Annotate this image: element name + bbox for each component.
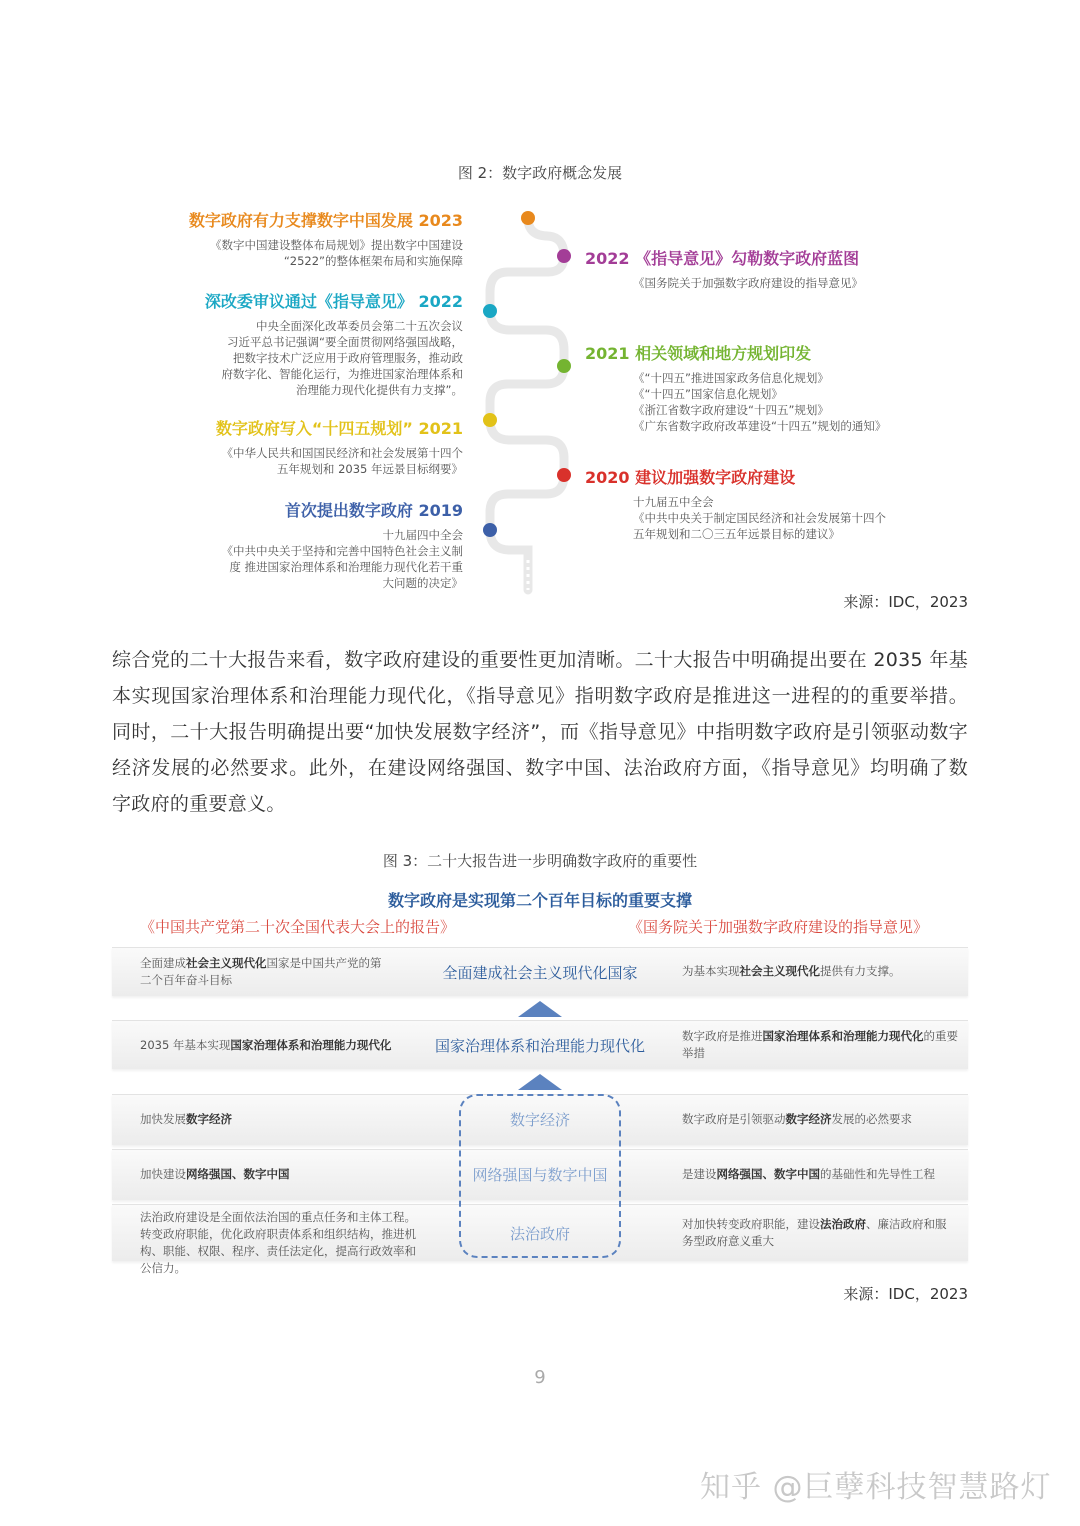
timeline-item-2022-guide [585, 246, 965, 291]
dashed-highlight-box [459, 1094, 621, 1258]
timeline-desc: 十九届五中全会 《中共中央关于制定国民经济和社会发展第十四个 五年规划和二〇三五年远景目标的建议》 [633, 495, 886, 541]
band-right-text: 数字政府是引领驱动数字经济发展的必然要求 [682, 1112, 912, 1126]
timeline-desc: 《国务院关于加强数字政府建设的指导意见》 [633, 276, 863, 290]
timeline-dot-2021-plans [557, 359, 571, 373]
band-right-text: 数字政府是推进国家治理体系和治理能力现代化的重要举措 [682, 1029, 958, 1060]
figure3-right-doc: 《国务院关于加强数字政府建设的指导意见》 [628, 918, 929, 936]
figure3-left-doc: 《中国共产党第二十次全国代表大会上的报告》 [140, 918, 456, 936]
up-arrow-icon [518, 1074, 562, 1090]
timeline-desc: 《数字中国建设整体布局规划》提出数字中国建设 “2522”的整体框架布局和实施保障 [210, 238, 463, 268]
band-socialist-modernization [112, 947, 968, 996]
timeline-desc: 中央全面深化改革委员会第二十五次会议 习近平总书记强调“要全面贯彻网络强国战略， 把数字技术广泛应用于政府管理服务，推动政 府数字化、智能化运行，为推进国家治理体系和 治理能力现代化提供有力支撑”。 [221, 319, 463, 397]
body-paragraph: 综合党的二十大报告来看，数字政府建设的重要性更加清晰。二十大报告中明确提出要在 2035 年基本实现国家治理体系和治理能力现代化，《指导意见》指明数字政府是推进这一进程的的重要举措。同时，二十大报告明确提出要“加快发展数字经济”，而《指导意见》中指明数字政府是引领驱动数字经济发展的必然要求。此外，在建设网络强国、数字中国、法治政府方面，《指导意见》均明确了数字政府的重要意义。 [112, 649, 968, 815]
timeline-title: 2022 《指导意见》勾勒数字政府蓝图 [585, 249, 860, 268]
figure2-source: 来源：IDC，2023 [843, 593, 968, 611]
band-center-label: 法治政府 [509, 1225, 570, 1243]
band-center-label: 全面建成社会主义现代化国家 [442, 964, 638, 982]
figure3-caption: 图 3：二十大报告进一步明确数字政府的重要性 [382, 852, 698, 870]
timeline-item-2019 [103, 498, 463, 591]
timeline-item-2020 [585, 465, 965, 542]
timeline-dot-2023 [521, 211, 535, 225]
band-governance-modernization [112, 1020, 968, 1069]
timeline-item-2022-reform [103, 289, 463, 398]
timeline-title: 深改委审议通过《指导意见》 2022 [204, 292, 463, 311]
timeline-title: 2021 相关领域和地方规划印发 [585, 344, 812, 363]
up-arrow-icon [518, 1001, 562, 1017]
watermark: 知乎 @巨孽科技智慧路灯 [700, 1470, 1052, 1505]
timeline-title: 首次提出数字政府 2019 [284, 501, 463, 520]
timeline-dot-2020 [557, 468, 571, 482]
band-right-text: 对加快转变政府职能，建设法治政府、廉洁政府和服务型政府意义重大 [682, 1217, 947, 1248]
timeline-item-2021-plans [585, 341, 965, 434]
timeline-desc: 十九届四中全会 《中共中央关于坚持和完善中国特色社会主义制 度 推进国家治理体系和治理能力现代化若干重 大问题的决定》 [221, 528, 463, 590]
band-left-text: 法治政府建设是全面依法治国的重点任务和主体工程。转变政府职能，优化政府职责体系和组织结构，推进机构、职能、权限、程序、责任法定化，提高行政效率和公信力。 [140, 1210, 416, 1275]
band-right-text: 是建设网络强国、数字中国的基础性和先导性工程 [682, 1167, 935, 1181]
page-number: 9 [534, 1367, 546, 1388]
band-center-label: 数字经济 [509, 1111, 570, 1129]
band-left-text: 加快发展数字经济 [140, 1112, 232, 1126]
band-left-text: 全面建成社会主义现代化国家是中国共产党的第二个百年奋斗目标 [140, 956, 382, 987]
figure3-source: 来源：IDC，2023 [843, 1285, 968, 1303]
timeline-dot-2019 [483, 523, 497, 537]
band-left-text: 加快建设网络强国、数字中国 [140, 1167, 290, 1181]
timeline-desc: 《中华人民共和国国民经济和社会发展第十四个 五年规划和 2035 年远景目标纲要》 [221, 446, 463, 476]
timeline-title: 数字政府写入“十四五规划” 2021 [215, 419, 463, 438]
timeline-item-2023 [103, 208, 463, 269]
timeline-title: 数字政府有力支撑数字中国发展 2023 [188, 211, 463, 230]
timeline-dot-2022-guide [557, 249, 571, 263]
band-center-label: 国家治理体系和治理能力现代化 [434, 1037, 645, 1055]
figure3-header: 数字政府是实现第二个百年目标的重要支撑 [387, 891, 692, 910]
timeline-dot-2022-reform [483, 304, 497, 318]
band-right-text: 为基本实现社会主义现代化提供有力支撑。 [682, 964, 901, 978]
timeline-item-2021-fyp [103, 416, 463, 477]
band-left-text: 2035 年基本实现国家治理体系和治理能力现代化 [140, 1038, 392, 1052]
timeline-desc: 《“十四五”推进国家政务信息化规划》 《“十四五”国家信息化规划》 《浙江省数字政府建设“十四五”规划》 《广东省数字政府改革建设“十四五”规划的通知》 [633, 371, 887, 433]
timeline-dot-2021-fyp [483, 413, 497, 427]
band-center-label: 网络强国与数字中国 [472, 1166, 608, 1184]
figure2-caption: 图 2：数字政府概念发展 [457, 164, 623, 182]
timeline-title: 2020 建议加强数字政府建设 [585, 468, 796, 487]
